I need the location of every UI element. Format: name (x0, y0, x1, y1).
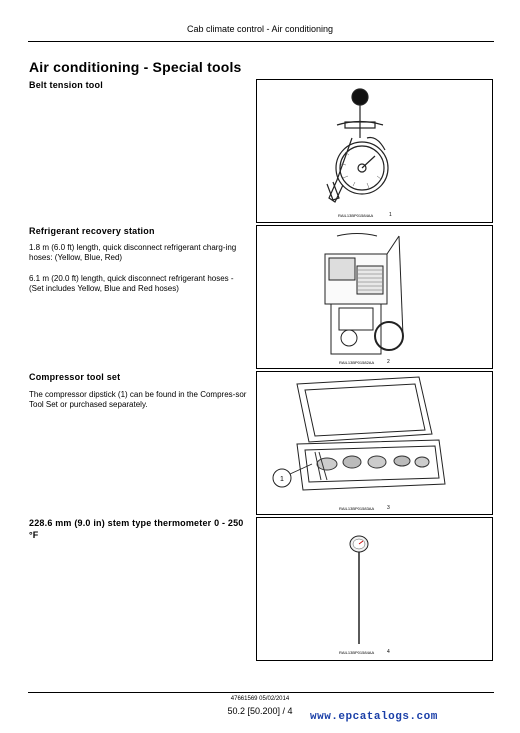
page-number: 50.2 [50.200] / 4 (227, 706, 293, 716)
figure-belt-tension-tool (256, 79, 493, 223)
figure-number: 4 (387, 649, 390, 655)
figure-caption: RAIL13BP01584AA (338, 213, 374, 218)
document-number: 47661569 05/02/2014 (230, 696, 290, 702)
callout-label: 1 (280, 476, 284, 483)
section-title-belt-tension-tool: Belt tension tool (29, 80, 103, 90)
recovery-station-illustration (257, 226, 494, 370)
figure-number: 1 (389, 212, 392, 218)
paragraph: The compressor dipstick (1) can be found in the Compres-sor Tool Set or purchased separately. (29, 390, 247, 409)
paragraph: 1.8 m (6.0 ft) length, quick disconnect refrigerant charg-ing hoses: (Yellow, Blue, Red) (29, 243, 237, 262)
figure-caption: RAIL13BP01583AA (339, 506, 375, 511)
section-title-refrigerant-recovery: Refrigerant recovery station (29, 226, 155, 236)
section-title-thermometer: 228.6 mm (9.0 in) stem type thermometer 0 - 250 °F (29, 518, 244, 540)
header-divider (28, 41, 494, 42)
figure-thermometer (256, 517, 493, 661)
watermark: www.epcatalogs.com (310, 711, 438, 723)
section-title-compressor-tool-set: Compressor tool set (29, 372, 121, 382)
figure-refrigerant-recovery-station (256, 225, 493, 369)
thermometer-illustration (257, 518, 494, 662)
paragraph: 6.1 m (20.0 ft) length, quick disconnect refrigerant hoses - (Set includes Yellow, Blue and Red hoses) (29, 274, 234, 293)
page-title: Air conditioning - Special tools (29, 59, 242, 75)
compressor-tool-set-illustration (257, 372, 494, 516)
figure-compressor-tool-set (256, 371, 493, 515)
figure-number: 3 (387, 505, 390, 511)
belt-tension-tool-illustration (257, 80, 494, 224)
footer-divider (28, 692, 494, 693)
running-header: Cab climate control - Air conditioning (186, 24, 334, 34)
figure-number: 2 (387, 359, 390, 365)
figure-caption: RAIL13BP01582AA (339, 360, 375, 365)
figure-caption: RAIL13BP01584AA (339, 650, 375, 655)
